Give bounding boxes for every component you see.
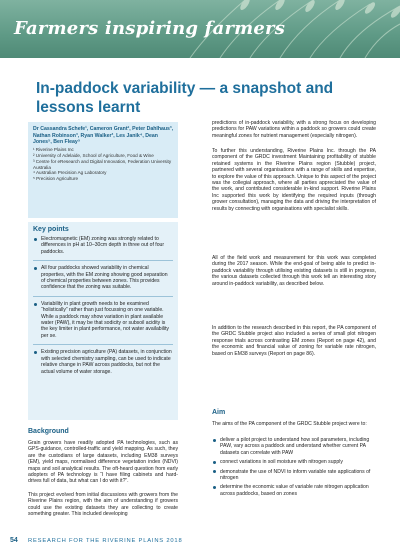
affiliation: ¹ Riverine Plains Inc (33, 146, 74, 152)
aim-item: connect variations in soil moisture with nitrogen supply (212, 459, 376, 465)
background-heading: Background (28, 428, 69, 435)
body-paragraph-1: To further this understanding, Riverine Plains Inc. through the PA component of the GRDC investment Maintaining profitability of stubble retained systems in the Riverine Plains region (Stubble) project, partnered with several organisations with a range of skills and expertise, to explore the value of this approach. Unique to this aspect of the project was the collegial approach, where all parties appreciated the value of the work, and contributed considerable in-kind support. Riverine Plains Inc supported this work by identifying the required inputs (through grower consultation), managing the data and driving the interpretation of results by connecting with organisations with specialist skills. (212, 148, 376, 212)
footer-title: RESEARCH FOR THE RIVERINE PLAINS 2018 (28, 538, 183, 544)
body-paragraph-3: In addition to the research described in this report, the PA component of the GRDC Stubble project also included a series of small plot nitrogen response trials across contrasting EM zones (Report on page 42), and the economic and financial value of zoning for variable rate nitrogen, based on EM38 surveys (Report on page 86). (212, 325, 376, 357)
aim-intro: The aims of the PA component of the GRDC Stubble project were to: (212, 421, 367, 427)
background-paragraph-2: This project evolved from initial discussions with growers from the Riverine Plains region, with the aim of understanding if growers could use the existing datasets they are collecting to create something greater. This included developing (28, 492, 178, 518)
body-paragraph-0: predictions of in-paddock variability, with a strong focus on developing predictions for PAW variations within a paddock so growers could create meaningful zones for nutrient management (especially nitrogen). (212, 120, 376, 139)
divider (33, 344, 173, 345)
author-box (28, 122, 178, 218)
body-paragraph-2: All of the field work and measurement for this work was completed during the 2017 season. While the end-goal of being able to predict in-paddock variability through utilising existing datasets is still in progress, the various datasets collected through this work tell an interesting story around in-paddock variability, as described below. (212, 255, 376, 287)
key-point: Electromagnetic (EM) zoning was strongly related to differences in pH at 10–30cm depth in three out of four paddocks. (33, 236, 173, 255)
key-point: All four paddocks showed variability in chemical properties, with the EM zoning showing good separation of chemical properties between zones. This provides confidence that the zoning was suitable. (33, 265, 173, 291)
affiliation-list (33, 147, 174, 182)
affiliation: ² University of Adelaide, School of Agriculture, Food & Wine (33, 152, 154, 158)
key-point: Variability in plant growth needs to be examined “holistically” rather than just focussing on one variable. While a paddock may show variation in plant available water (PAW), it may be that sodicity or subsoil acidity is the key limiter in plant performance, not water availability per se. (33, 301, 173, 339)
page-number: 54 (10, 537, 18, 544)
article-title: In-paddock variability — a snapshot and lessons learnt (36, 80, 334, 116)
header-banner (0, 0, 400, 58)
background-paragraph-1: Grain growers have readily adopted PA technologies, such as GPS-guidance, controlled-traffic and yield mapping. As such, they are the custodians of large datasets, including EM38 surveys (EM), yield maps, normalised difference vegetation index (NDVI) maps and soil analytical results. The oft-heard question from early adopters of PA technology is “I have filing cabinets and hard-drives full of data, but what can I do with it?”. (28, 440, 178, 485)
key-point: Existing precision agriculture (PA) datasets, in conjunction with selected chemistry sampling, can be used to indicate relative change in PAW across paddocks, but not the actual volume of water storage. (33, 349, 173, 375)
banner-brand: Farmers inspiring farmers (14, 18, 286, 39)
key-points-box (28, 222, 178, 420)
aim-item: deliver a pilot project to understand how soil parameters, including PAW, vary across a paddock and understand whether current PA datasets can correlate with PAW (212, 437, 376, 456)
page-footer (0, 535, 400, 549)
aim-item: determine the economic value of variable rate nitrogen application across paddocks, based on zones (212, 484, 376, 497)
affiliation: ³ Centre for eResearch and Digital Innovation, Federation University Australia (33, 158, 172, 170)
affiliation: ⁴ Australian Precision Ag Laboratory (33, 170, 107, 176)
divider (33, 296, 173, 297)
affiliation: ⁵ Precision Agriculture (33, 176, 79, 182)
divider (33, 260, 173, 261)
aim-list (212, 437, 376, 500)
author-list: Dr Cassandra Schefe¹, Cameron Grant², Peter Dahlhaus³, Nathan Robinson³, Ryan Walker³, Les Janik⁴, Dean Jones⁵, Ben Fleay⁵ (33, 126, 174, 146)
aim-heading: Aim (212, 409, 226, 416)
aim-item: demonstrate the use of NDVI to inform variable rate applications of nitrogen (212, 469, 376, 482)
key-points-heading: Key points (33, 226, 69, 233)
